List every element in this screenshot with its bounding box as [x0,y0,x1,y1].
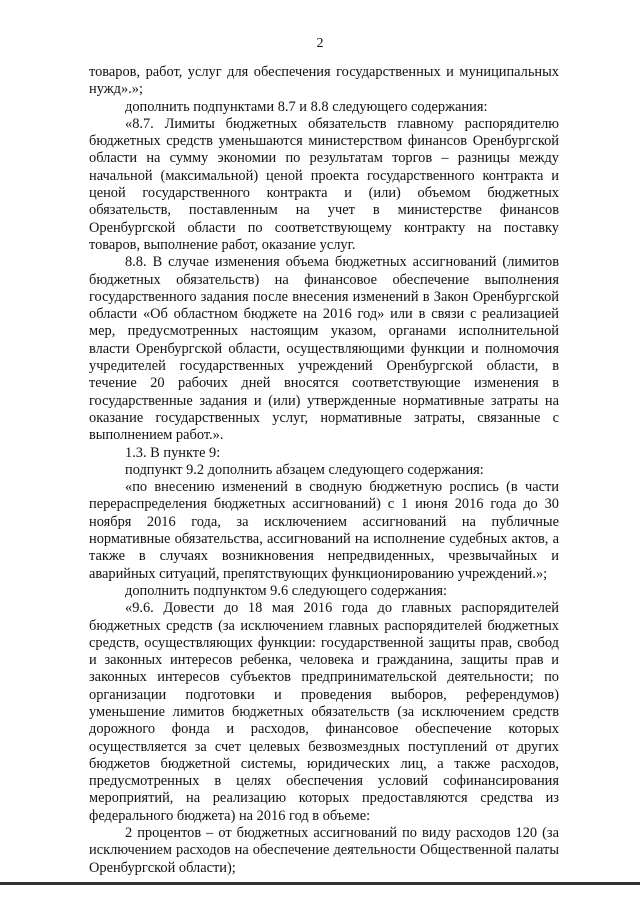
paragraph-8-8: 8.8. В случае изменения объема бюджетных ассигнований (лимитов бюджетных обязательств) на финансовое обеспечение выполнения государственного задания после внесения изменений в Закон Оренбургской области «Об областном бюджете на 2016 год» или в связи с реализацией мер, предусмотренных настоящим указом, органами исполнительной власти Оренбургской области, осуществляющими функции и полномочия учредителей государственных учреждений Оренбургской области, в течение 20 рабочих дней вносятся соответствующие изменения в государственные задания и (или) утвержденные нормативные затраты на оказание государственных услуг, нормативные затраты, связанные с выполнением работ.». [89,254,559,444]
paragraph-2-percent: 2 процентов – от бюджетных ассигнований по виду расходов 120 (за исключением расходов на обеспечение деятельности Общественной палаты Оренбургской области); [89,825,559,876]
paragraph-8-7: «8.7. Лимиты бюджетных обязательств главному распорядителю бюджетных средств уменьшаются министерством финансов Оренбургской области на сумму экономии по результатам торгов – разницы между начальной (максимальной) ценой проекта государственного контракта и ценой государственного контракта и (или) объемом бюджетных обязательств, поставленным на учет в министерстве финансов Оренбургской области по соответствующему контракту на поставку товаров, выполнение работ, оказание услуг. [89,115,559,253]
page-number: 2 [316,36,324,51]
paragraph-9-2-text: «по внесению изменений в сводную бюджетную роспись (в части перераспределения бюджетных ассигнований) с 1 июня 2016 года до 30 ноября 2016 года, за исключением ассигнований на публичные нормативные обязательства, ассигнований на исполнение судебных актов, а также в случаях возникновения непредвиденных, чрезвычайных и аварийных ситуаций, препятствующих функционированию учреждений.»; [89,479,559,582]
paragraph-1-3: 1.3. В пункте 9: [125,444,221,461]
paragraph-continuation: товаров, работ, услуг для обеспечения государственных и муниципальных нужд».»; [89,64,559,98]
paragraph-9-6: «9.6. Довести до 18 мая 2016 года до главных распорядителей бюджетных средств (за исключением главных распорядителей бюджетных средств, осуществляющих функции: государственной защиты прав, свобод и законных интересов ребенка, человека и гражданина, защиты прав и законных интересов субъектов предпринимательской деятельности; по организации подготовки и проведения выборов, референдумов) уменьшение лимитов бюджетных обязательств (за исключением средств дорожного фонда и расходов, финансовое обеспечение которых осуществляется за счет целевых безвозмездных поступлений от других бюджетов бюджетной системы, юридических лиц, а также расходов, предусмотренных в целях обеспечения условий софинансирования мероприятий, на реализацию которых предоставляются средства из федерального бюджета) на 2016 год в объеме: [89,600,559,824]
document-body [89,64,559,877]
bottom-rule [0,882,640,885]
paragraph-amend-8: дополнить подпунктами 8.7 и 8.8 следующего содержания: [125,98,488,115]
paragraph-amend-9-6: дополнить подпунктом 9.6 следующего содержания: [125,582,448,599]
paragraph-amend-9-2: подпункт 9.2 дополнить абзацем следующего содержания: [125,461,484,478]
